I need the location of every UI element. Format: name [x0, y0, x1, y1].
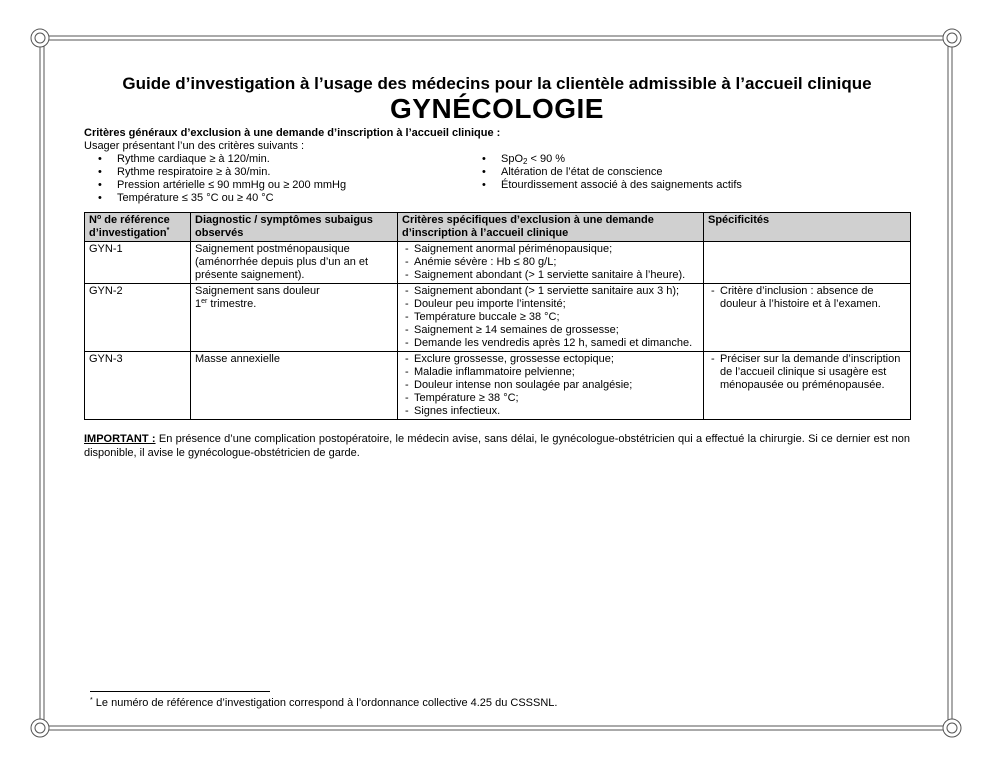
cell-reference: GYN-2	[85, 284, 191, 352]
criteria-column-right	[468, 153, 742, 192]
criteria-entry: - Demande les vendredis après 12 h, samedi et dimanche.	[402, 337, 699, 350]
exclusion-criteria-list	[84, 153, 910, 207]
criteria-column-left	[84, 153, 346, 205]
cell-specifics	[704, 284, 911, 352]
criteria-entry: - Saignement anormal périménopausique;	[402, 243, 699, 256]
exclusion-intro: Usager présentant l’un des critères suivants :	[84, 140, 305, 152]
important-note	[84, 432, 910, 460]
cell-diagnostic: Saignement sans douleur 1er trimestre.	[191, 284, 398, 352]
table-row	[85, 352, 911, 420]
specifics-entry: - Préciser sur la demande d’inscription de l’accueil clinique si usagère est ménopausée ou préménopausée.	[708, 353, 906, 392]
cell-diagnostic: Masse annexielle	[191, 352, 398, 420]
table-header-row	[85, 213, 911, 242]
criteria-entry: - Saignement abondant (> 1 serviette sanitaire à l’heure).	[402, 269, 699, 282]
criteria-item: • Rythme cardiaque ≥ à 120/min.	[84, 153, 346, 166]
header-diagnostic: Diagnostic / symptômes subaigus observés	[191, 213, 398, 242]
specifics-entry: - Critère d’inclusion : absence de douleur à l’histoire et à l’examen.	[708, 285, 906, 311]
cell-diagnostic: Saignement postménopausique (aménorrhée depuis plus d’un an et présente saignement).	[191, 242, 398, 284]
cell-criteria	[398, 242, 704, 284]
important-text: En présence d’une complication postopératoire, le médecin avise, sans délai, le gynécologue-obstétricien qui a effectué la chirurgie. Si ce dernier est non disponible, il avise le gynécologue-obstétricien de garde.	[84, 433, 910, 459]
table-row	[85, 242, 911, 284]
criteria-item: • Étourdissement associé à des saignements actifs	[468, 179, 742, 192]
header-reference: $N^o$ de référence d’investigation*	[85, 213, 191, 242]
document-title: Guide d’investigation à l’usage des médecins pour la clientèle admissible à l’accueil clinique	[122, 74, 872, 93]
investigation-table	[84, 212, 911, 420]
cell-reference: GYN-1	[85, 242, 191, 284]
criteria-entry: - Maladie inflammatoire pelvienne;	[402, 366, 699, 379]
criteria-entry: - Signes infectieux.	[402, 405, 699, 418]
header-criteria: Critères spécifiques d’exclusion à une demande d’inscription à l’accueil clinique	[398, 213, 704, 242]
criteria-entry: - Température buccale ≥ 38 °C;	[402, 311, 699, 324]
cell-reference: GYN-3	[85, 352, 191, 420]
cell-criteria	[398, 352, 704, 420]
criteria-item: • Altération de l’état de conscience	[468, 166, 742, 179]
criteria-entry: - Saignement ≥ 14 semaines de grossesse;	[402, 324, 699, 337]
criteria-item: • Rythme respiratoire ≥ à 30/min.	[84, 166, 346, 179]
criteria-item-spo2: • SpO$_2$ < 90 %	[468, 153, 742, 166]
footnote: * Le numéro de référence d’investigation correspond à l’ordonnance collective 4.25 du CSSSNL.	[90, 697, 558, 709]
criteria-entry: - Saignement abondant (> 1 serviette sanitaire aux 3 h);	[402, 285, 699, 298]
cell-criteria	[398, 284, 704, 352]
document-subtitle: GYNÉCOLOGIE	[390, 93, 604, 124]
criteria-entry: - Température ≥ 38 °C;	[402, 392, 699, 405]
important-label: IMPORTANT :	[84, 433, 156, 445]
header-specifics: Spécificités	[704, 213, 911, 242]
table-row	[85, 284, 911, 352]
footnote-divider	[90, 691, 270, 692]
exclusion-heading: Critères généraux d’exclusion à une demande d’inscription à l’accueil clinique :	[84, 127, 501, 139]
cell-specifics	[704, 242, 911, 284]
document-body	[84, 74, 910, 471]
criteria-entry: - Exclure grossesse, grossesse ectopique;	[402, 353, 699, 366]
criteria-entry: - Anémie sévère : Hb ≤ 80 g/L;	[402, 256, 699, 269]
criteria-entry: - Douleur intense non soulagée par analgésie;	[402, 379, 699, 392]
cell-specifics	[704, 352, 911, 420]
criteria-entry: - Douleur peu importe l’intensité;	[402, 298, 699, 311]
criteria-item: • Température ≤ 35 °C ou ≥ 40 °C	[84, 192, 346, 205]
criteria-item: • Pression artérielle ≤ 90 mmHg ou ≥ 200 mmHg	[84, 179, 346, 192]
